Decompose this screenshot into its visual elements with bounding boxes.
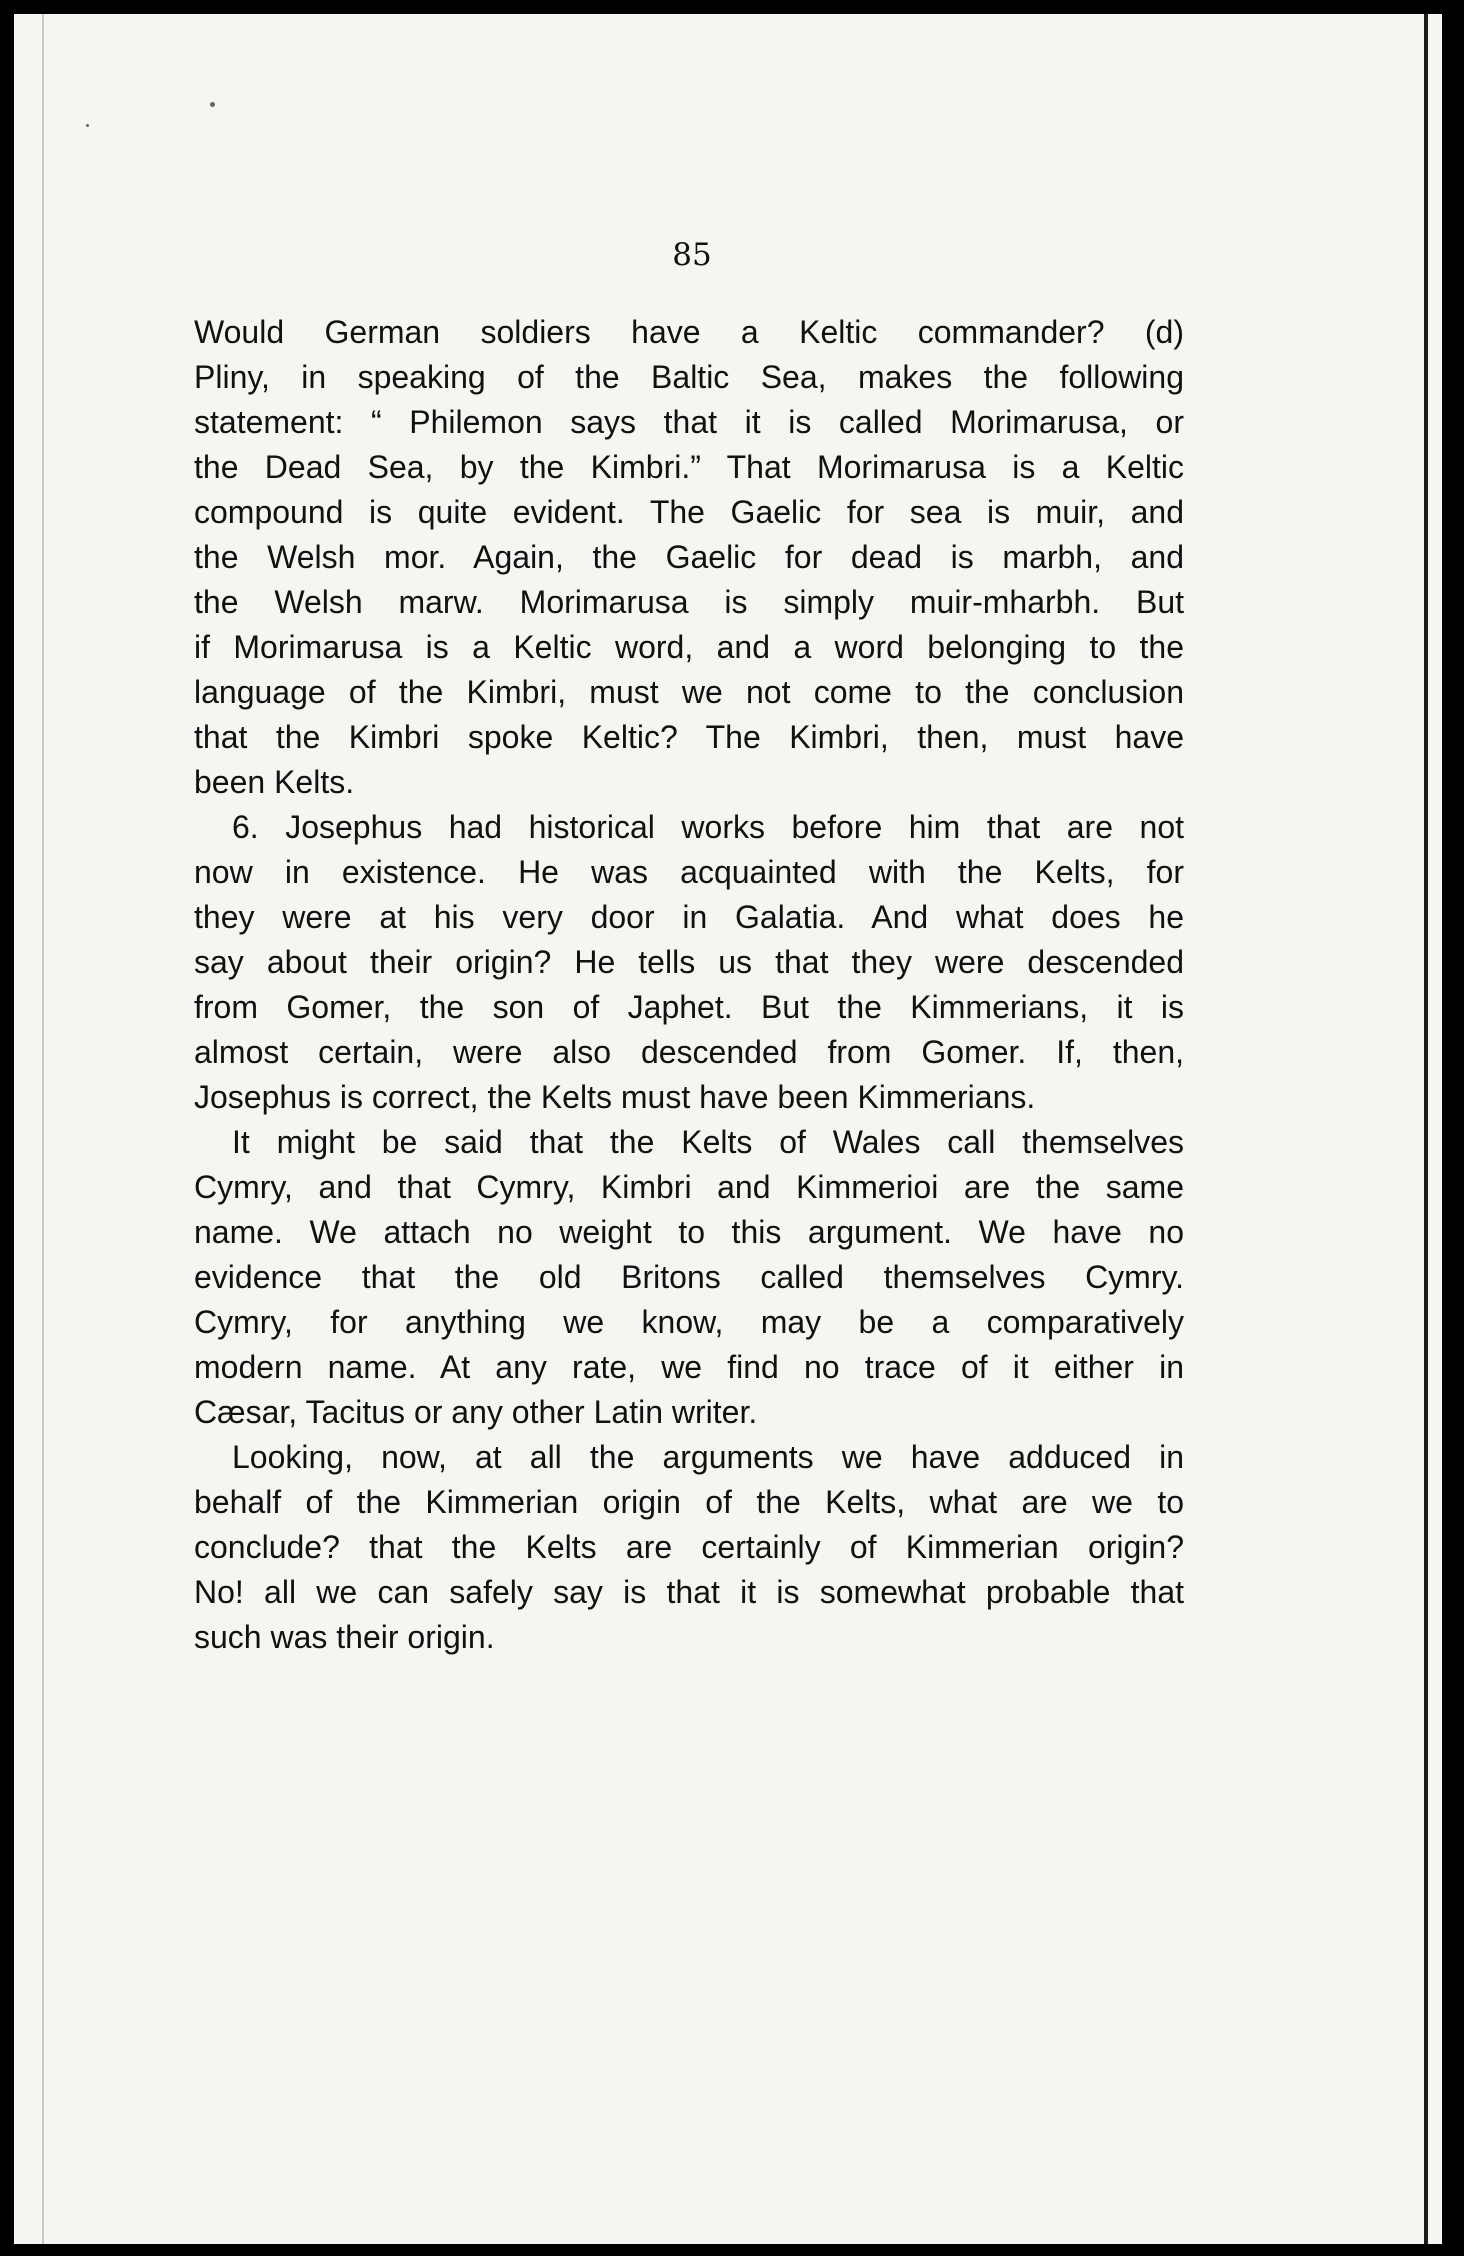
text-line: No! all we can safely say is that it is somewhat probable that (194, 1574, 1184, 1610)
paragraph-1 (194, 310, 1184, 805)
text-line: Pliny, in speaking of the Baltic Sea, makes the following (194, 359, 1184, 395)
text-line: Cymry, for anything we know, may be a comparatively (194, 1304, 1184, 1340)
text-line: been Kelts. (194, 764, 355, 800)
text-line: compound is quite evident. The Gaelic for sea is muir, and (194, 494, 1184, 530)
page-number: 85 (672, 237, 712, 273)
text-line: evidence that the old Britons called themselves Cymry. (194, 1259, 1184, 1295)
scan-speck (86, 124, 89, 127)
page-right-edge (1424, 14, 1428, 2244)
text-line: the Welsh mor. Again, the Gaelic for dead is marbh, and (194, 539, 1184, 575)
paragraph-4 (194, 1435, 1184, 1660)
text-line: language of the Kimbri, must we not come to the conclusion (194, 674, 1184, 710)
text-line: such was their origin. (194, 1619, 495, 1655)
book-page (14, 14, 1442, 2244)
text-line: Looking, now, at all the arguments we have adduced in (232, 1439, 1184, 1475)
text-line: they were at his very door in Galatia. And what does he (194, 899, 1184, 935)
paragraph-2 (194, 805, 1184, 1120)
text-line: statement: “ Philemon says that it is called Morimarusa, or (194, 404, 1184, 440)
page-left-edge (42, 14, 44, 2244)
paragraph-3 (194, 1120, 1184, 1435)
text-line: conclude? that the Kelts are certainly of Kimmerian origin? (194, 1529, 1184, 1565)
text-line: say about their origin? He tells us that they were descended (194, 944, 1184, 980)
text-line: Cymry, and that Cymry, Kimbri and Kimmerioi are the same (194, 1169, 1184, 1205)
text-line: name. We attach no weight to this argument. We have no (194, 1214, 1184, 1250)
text-line: Josephus is correct, the Kelts must have been Kimmerians. (194, 1079, 1036, 1115)
text-line: the Dead Sea, by the Kimbri.” That Morimarusa is a Keltic (194, 449, 1184, 485)
text-line: modern name. At any rate, we find no trace of it either in (194, 1349, 1184, 1385)
text-line: the Welsh marw. Morimarusa is simply muir-mharbh. But (194, 584, 1184, 620)
text-line: Cæsar, Tacitus or any other Latin writer. (194, 1394, 758, 1430)
text-line: Would German soldiers have a Keltic commander? (d) (194, 314, 1184, 350)
text-line: if Morimarusa is a Keltic word, and a word belonging to the (194, 629, 1184, 665)
text-line: It might be said that the Kelts of Wales call themselves (232, 1124, 1184, 1160)
body-text (194, 310, 1184, 1660)
text-line: 6. Josephus had historical works before him that are not (232, 809, 1184, 845)
text-line: that the Kimbri spoke Keltic? The Kimbri, then, must have (194, 719, 1184, 755)
text-line: almost certain, were also descended from Gomer. If, then, (194, 1034, 1184, 1070)
scan-speck (210, 102, 215, 107)
text-line: now in existence. He was acquainted with the Kelts, for (194, 854, 1184, 890)
text-line: behalf of the Kimmerian origin of the Kelts, what are we to (194, 1484, 1184, 1520)
text-line: from Gomer, the son of Japhet. But the Kimmerians, it is (194, 989, 1184, 1025)
